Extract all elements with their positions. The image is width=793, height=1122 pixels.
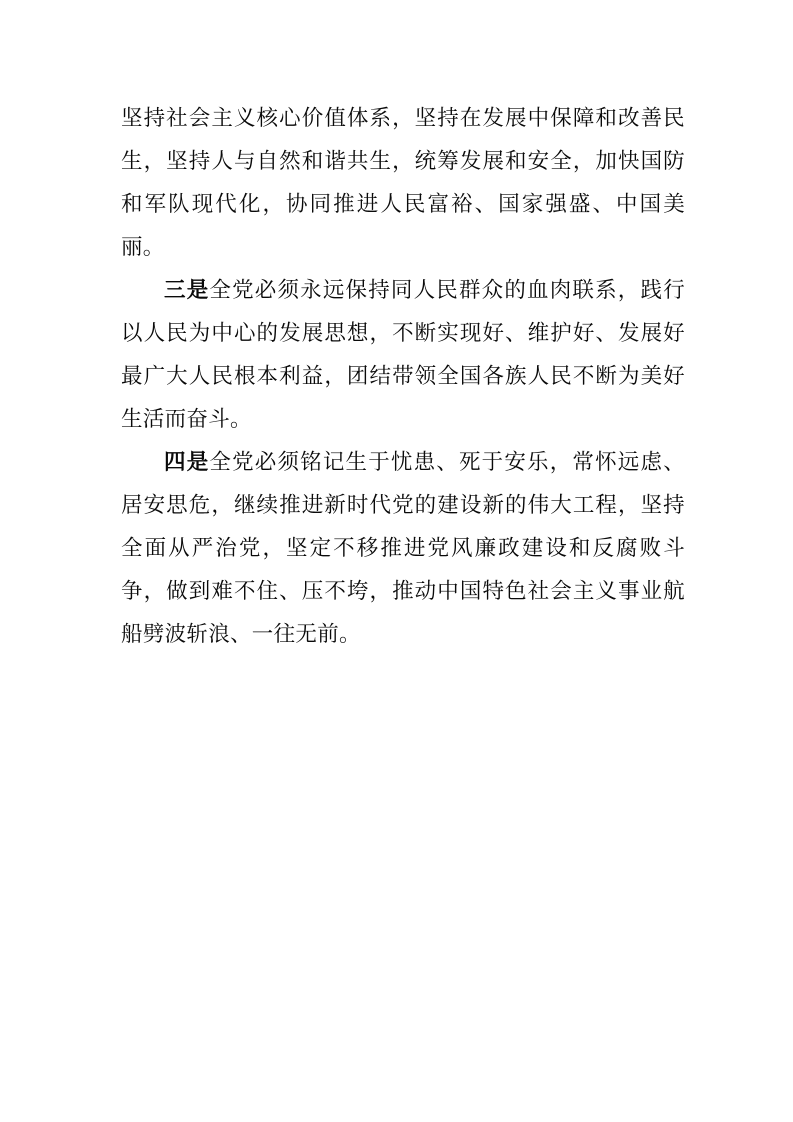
paragraph [121, 269, 685, 441]
paragraph [121, 97, 685, 269]
paragraph [121, 441, 685, 656]
paragraph-text: 坚持社会主义核心价值体系，坚持在发展中保障和改善民生，坚持人与自然和谐共生，统筹发展和安全，加快国防和军队现代化，协同推进人民富裕、国家强盛、中国美丽。 [121, 106, 685, 259]
paragraph-lead-bold: 三是 [164, 278, 210, 302]
paragraph-lead-bold: 四是 [164, 450, 210, 474]
paragraph-text: 全党必须铭记生于忧患、死于安乐，常怀远虑、居安思危，继续推进新时代党的建设新的伟大工程，坚持全面从严治党，坚定不移推进党风廉政建设和反腐败斗争，做到难不住、压不垮，推动中国特色社会主义事业航船劈波斩浪、一往无前。 [121, 450, 685, 646]
document-body [121, 97, 685, 656]
paragraph-text: 全党必须永远保持同人民群众的血肉联系，践行以人民为中心的发展思想，不断实现好、维护好、发展好最广大人民根本利益，团结带领全国各族人民不断为美好生活而奋斗。 [121, 278, 685, 431]
